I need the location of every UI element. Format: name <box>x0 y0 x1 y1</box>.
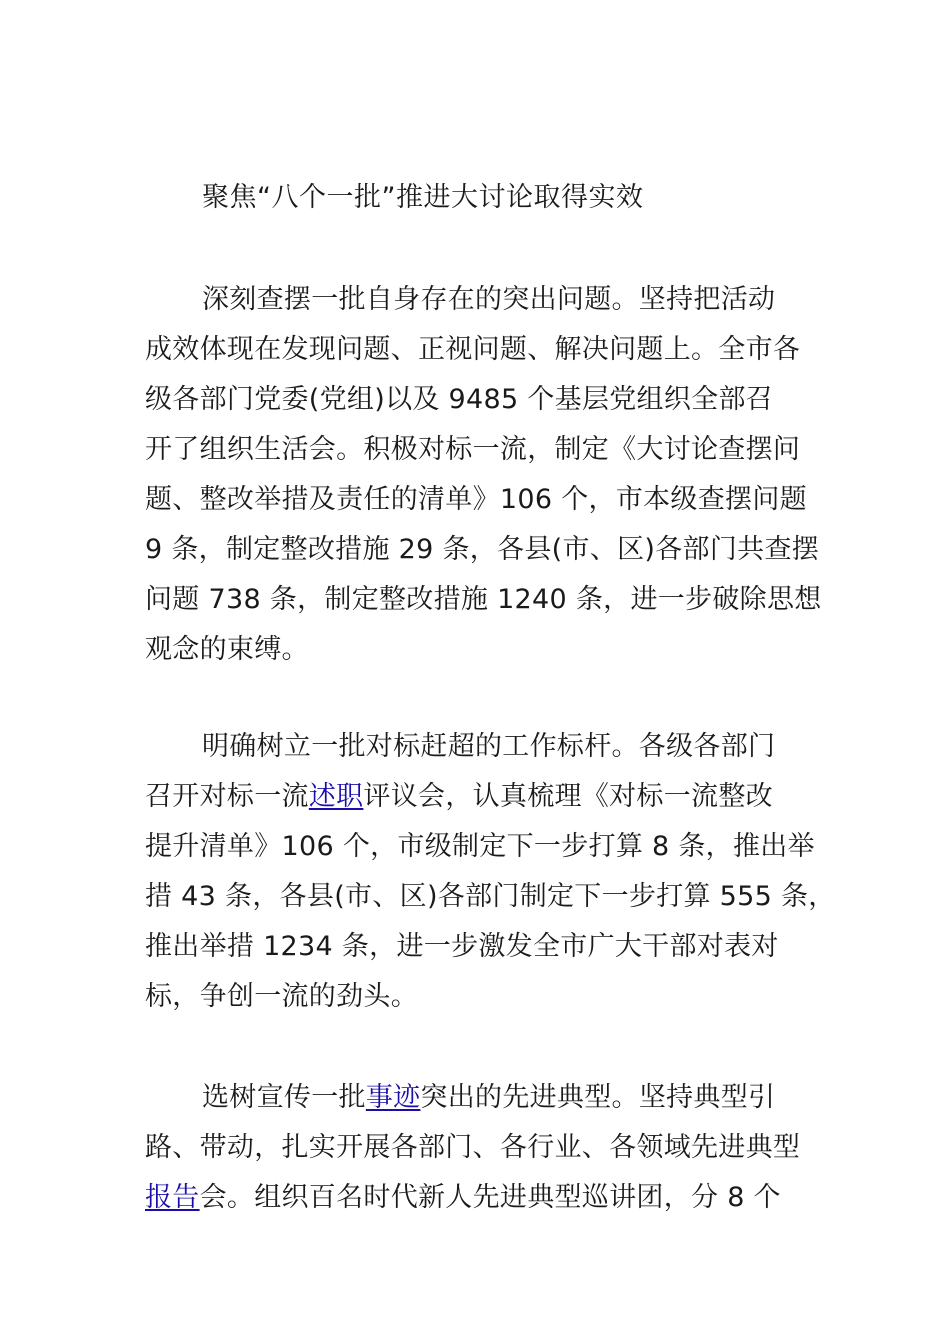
paragraph-benchmarks <box>145 722 836 1022</box>
paragraph-line: 措 43 条，各县(市、区)各部门制定下一步打算 555 条， <box>145 881 836 912</box>
line-text: 召开对标一流 <box>145 781 309 812</box>
paragraph-line-with-link <box>145 772 825 822</box>
paragraph-line: 推出举措 1234 条，进一步激发全市广大干部对表对 <box>145 931 779 962</box>
paragraph-line: 级各部门党委(党组)以及 9485 个基层党组织全部召 <box>145 384 774 415</box>
paragraph-line: 路、带动，扎实开展各部门、各行业、各领域先进典型 <box>145 1132 801 1163</box>
link-baogao[interactable]: 报告 <box>145 1182 200 1213</box>
document-title: 聚焦“八个一批”推进大讨论取得实效 <box>202 182 644 213</box>
paragraph-line: 开了组织生活会。积极对标一流，制定《大讨论查摆问 <box>145 434 801 465</box>
paragraph-line-with-link <box>145 1073 825 1123</box>
paragraph-line: 深刻查摆一批自身存在的突出问题。坚持把活动 <box>202 284 776 315</box>
line-text: 选树宣传一批 <box>202 1082 366 1113</box>
paragraph-line: 题、整改举措及责任的清单》106 个，市本级查摆问题 <box>145 484 807 515</box>
paragraph-line: 提升清单》106 个，市级制定下一步打算 8 条，推出举 <box>145 831 815 862</box>
paragraph-line: 成效体现在发现问题、正视问题、解决问题上。全市各 <box>145 334 801 365</box>
paragraph-line: 标，争创一流的劲头。 <box>145 981 418 1012</box>
paragraph-problems <box>145 275 825 675</box>
line-text: 突出的先进典型。坚持典型引 <box>420 1082 776 1113</box>
line-text: 评议会，认真梳理《对标一流整改 <box>363 781 773 812</box>
line-text: 会。组织百名时代新人先进典型巡讲团，分 8 个 <box>199 1182 781 1213</box>
paragraph-line: 9 条，制定整改措施 29 条，各县(市、区)各部门共查摆 <box>145 534 820 565</box>
paragraph-line: 问题 738 条，制定整改措施 1240 条，进一步破除思想 <box>145 584 822 615</box>
link-shiji[interactable]: 事迹 <box>365 1082 421 1113</box>
paragraph-line: 观念的束缚。 <box>145 634 309 665</box>
paragraph-models <box>145 1073 825 1223</box>
paragraph-line-with-link <box>145 1173 825 1223</box>
link-shuzhi[interactable]: 述职 <box>308 781 364 812</box>
paragraph-line: 明确树立一批对标赶超的工作标杆。各级各部门 <box>202 731 776 762</box>
